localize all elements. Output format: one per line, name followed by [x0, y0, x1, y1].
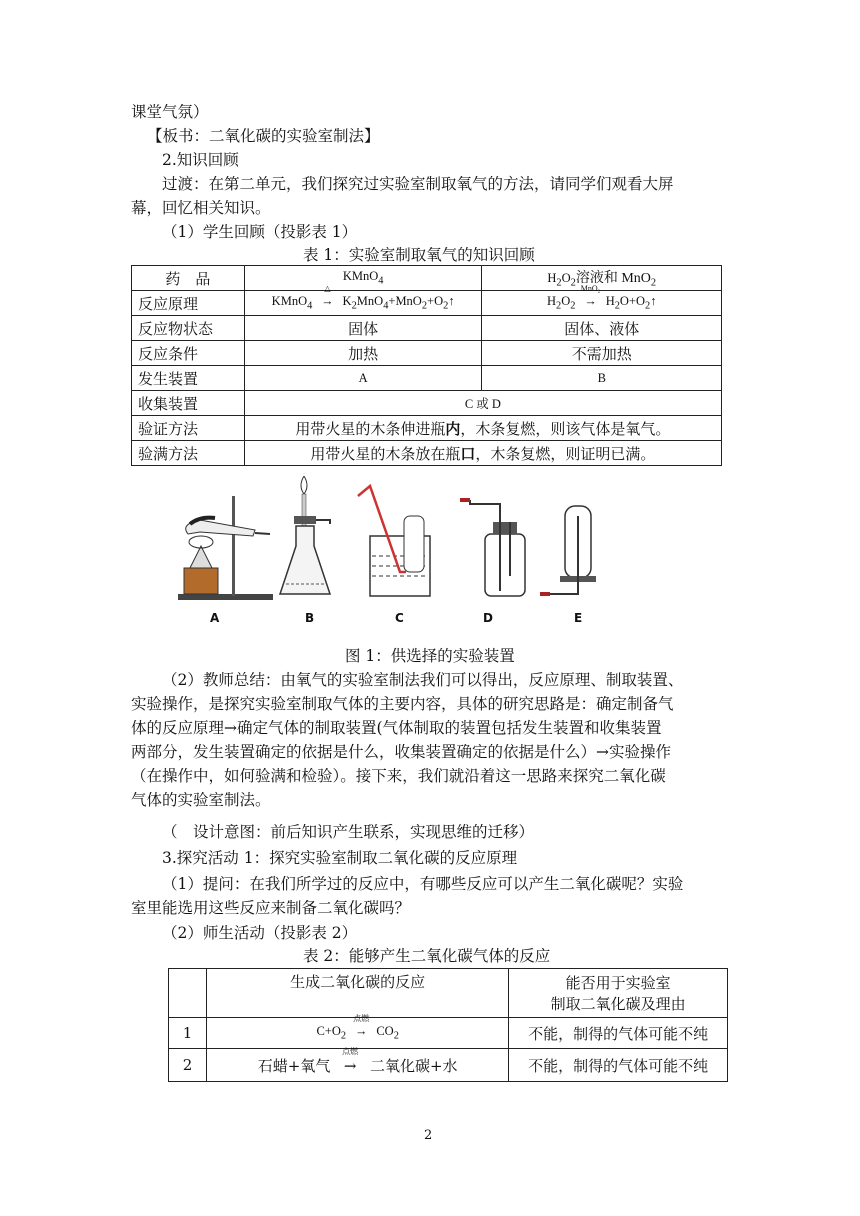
table-cell: C 或 D — [244, 391, 721, 416]
table-row — [132, 316, 722, 341]
table-row — [132, 266, 722, 291]
apparatus-e — [540, 506, 596, 594]
text-line: （2）教师总结：由氧气的实验室制法我们可以得出，反应原理、制取装置、 — [162, 671, 684, 689]
text-line: 体的反应原理→确定气体的制取装置(气体制取的装置包括发生装置和收集装置 — [131, 719, 662, 737]
table-row — [132, 416, 722, 441]
table-cell: 加热 — [244, 341, 482, 366]
table-cell: 生成二氧化碳的反应 — [206, 969, 508, 1018]
table-cell: $H_2O_2$溶液和 MnO$_2$ — [482, 266, 722, 291]
equation-cell: $C+O_2$ 点燃 → $CO_2$ — [206, 1018, 508, 1049]
table-cell: 验证方法 — [132, 416, 245, 441]
table-cell: 不能，制得的气体可能不纯 — [509, 1018, 728, 1049]
table-cell: 发生装置 — [132, 366, 245, 391]
table-cell: KMnO$_4$ — [244, 266, 482, 291]
reaction-arrow: 点燃 → — [353, 1014, 370, 1039]
reaction-arrow: 点燃 → — [342, 1046, 359, 1075]
page-number: 2 — [424, 1128, 433, 1143]
table1-caption: 表 1：实验室制取氧气的知识回顾 — [303, 246, 535, 264]
equation-cell: KMnO$_4$ △ → $K_2MnO_4+MnO_2+O_2↑$ — [244, 291, 482, 316]
table-cell: 1 — [169, 1018, 207, 1049]
figure-label-c: C — [395, 611, 404, 625]
figure-caption: 图 1：供选择的实验装置 — [345, 647, 515, 665]
table-cell: 验满方法 — [132, 441, 245, 466]
table-row — [132, 391, 722, 416]
table-row — [169, 969, 728, 1018]
text-line: （在操作中，如何验满和检验）。接下来，我们就沿着这一思路来探究二氧化碳 — [131, 767, 666, 785]
section-heading: 2.知识回顾 — [162, 151, 239, 169]
apparatus-c — [358, 486, 430, 596]
table-co2-reactions — [168, 968, 728, 1082]
table-cell: 反应条件 — [132, 341, 245, 366]
text-line: （1）学生回顾（投影表 1） — [162, 223, 358, 241]
figure-label-d: D — [483, 611, 493, 625]
design-note: （ 设计意图：前后知识产生联系，实现思维的迁移） — [162, 823, 535, 841]
equation-cell: 石蜡+氧气 点燃 → 二氧化碳+水 — [206, 1049, 508, 1082]
text-line: 室里能选用这些反应来制备二氧化碳吗？ — [131, 899, 411, 917]
text-line: （1）提问：在我们所学过的反应中，有哪些反应可以产生二氧化碳呢？实验 — [162, 875, 684, 893]
table-cell: A — [244, 366, 482, 391]
table-cell: 收集装置 — [132, 391, 245, 416]
table-cell: 反应原理 — [132, 291, 245, 316]
table-cell: B — [482, 366, 722, 391]
table-cell: 能否用于实验室 制取二氧化碳及理由 — [509, 969, 728, 1018]
table-cell: 不需加热 — [482, 341, 722, 366]
apparatus-b — [280, 476, 330, 594]
text-line: （2）师生活动（投影表 2） — [162, 924, 358, 942]
table-cell: 用带火星的木条放在瓶口，木条复燃，则证明已满。 — [244, 441, 721, 466]
text-line: 过渡：在第二单元，我们探究过实验室制取氧气的方法，请同学们观看大屏 — [162, 175, 674, 193]
text-line: 实验操作，是探究实验室制取气体的主要内容，具体的研究思路是：确定制备气 — [131, 695, 674, 713]
table-cell: 2 — [169, 1049, 207, 1082]
board-heading: 【板书：二氧化碳的实验室制法】 — [147, 127, 380, 145]
table-cell: 不能，制得的气体可能不纯 — [509, 1049, 728, 1082]
reaction-arrow: MnO₂ → — [580, 284, 601, 309]
table-cell: 固体 — [244, 316, 482, 341]
text-line: 气体的实验室制法。 — [131, 791, 271, 809]
table-row — [132, 441, 722, 466]
apparatus-figure — [170, 476, 610, 626]
section-heading: 3.探究活动 1：探究实验室制取二氧化碳的反应原理 — [162, 849, 518, 867]
table-row — [132, 291, 722, 316]
apparatus-a — [178, 496, 273, 600]
figure-label-a: A — [210, 611, 220, 625]
text-line: 课堂气氛） — [131, 103, 209, 121]
table-row — [132, 366, 722, 391]
table-row — [169, 1018, 728, 1049]
table-cell: 反应物状态 — [132, 316, 245, 341]
table2-caption: 表 2：能够产生二氧化碳气体的反应 — [303, 947, 551, 965]
table-cell — [169, 969, 207, 1018]
text-line: 两部分，发生装置确定的依据是什么，收集装置确定的依据是什么）→实验操作 — [131, 743, 671, 761]
table-cell: 药 品 — [132, 266, 245, 291]
text-line: 幕，回忆相关知识。 — [131, 199, 271, 217]
table-row — [169, 1049, 728, 1082]
reaction-arrow: △ → — [321, 284, 334, 309]
figure-label-b: B — [305, 611, 315, 625]
table-cell: 固体、液体 — [482, 316, 722, 341]
apparatus-d — [460, 500, 525, 596]
figure-label-e: E — [574, 611, 583, 625]
table-cell: 用带火星的木条伸进瓶内，木条复燃，则该气体是氧气。 — [244, 416, 721, 441]
table-row — [132, 341, 722, 366]
table-oxygen-review — [131, 265, 722, 466]
equation-cell: $H_2O_2$ MnO₂ → $H_2O+O_2↑$ — [482, 291, 722, 316]
